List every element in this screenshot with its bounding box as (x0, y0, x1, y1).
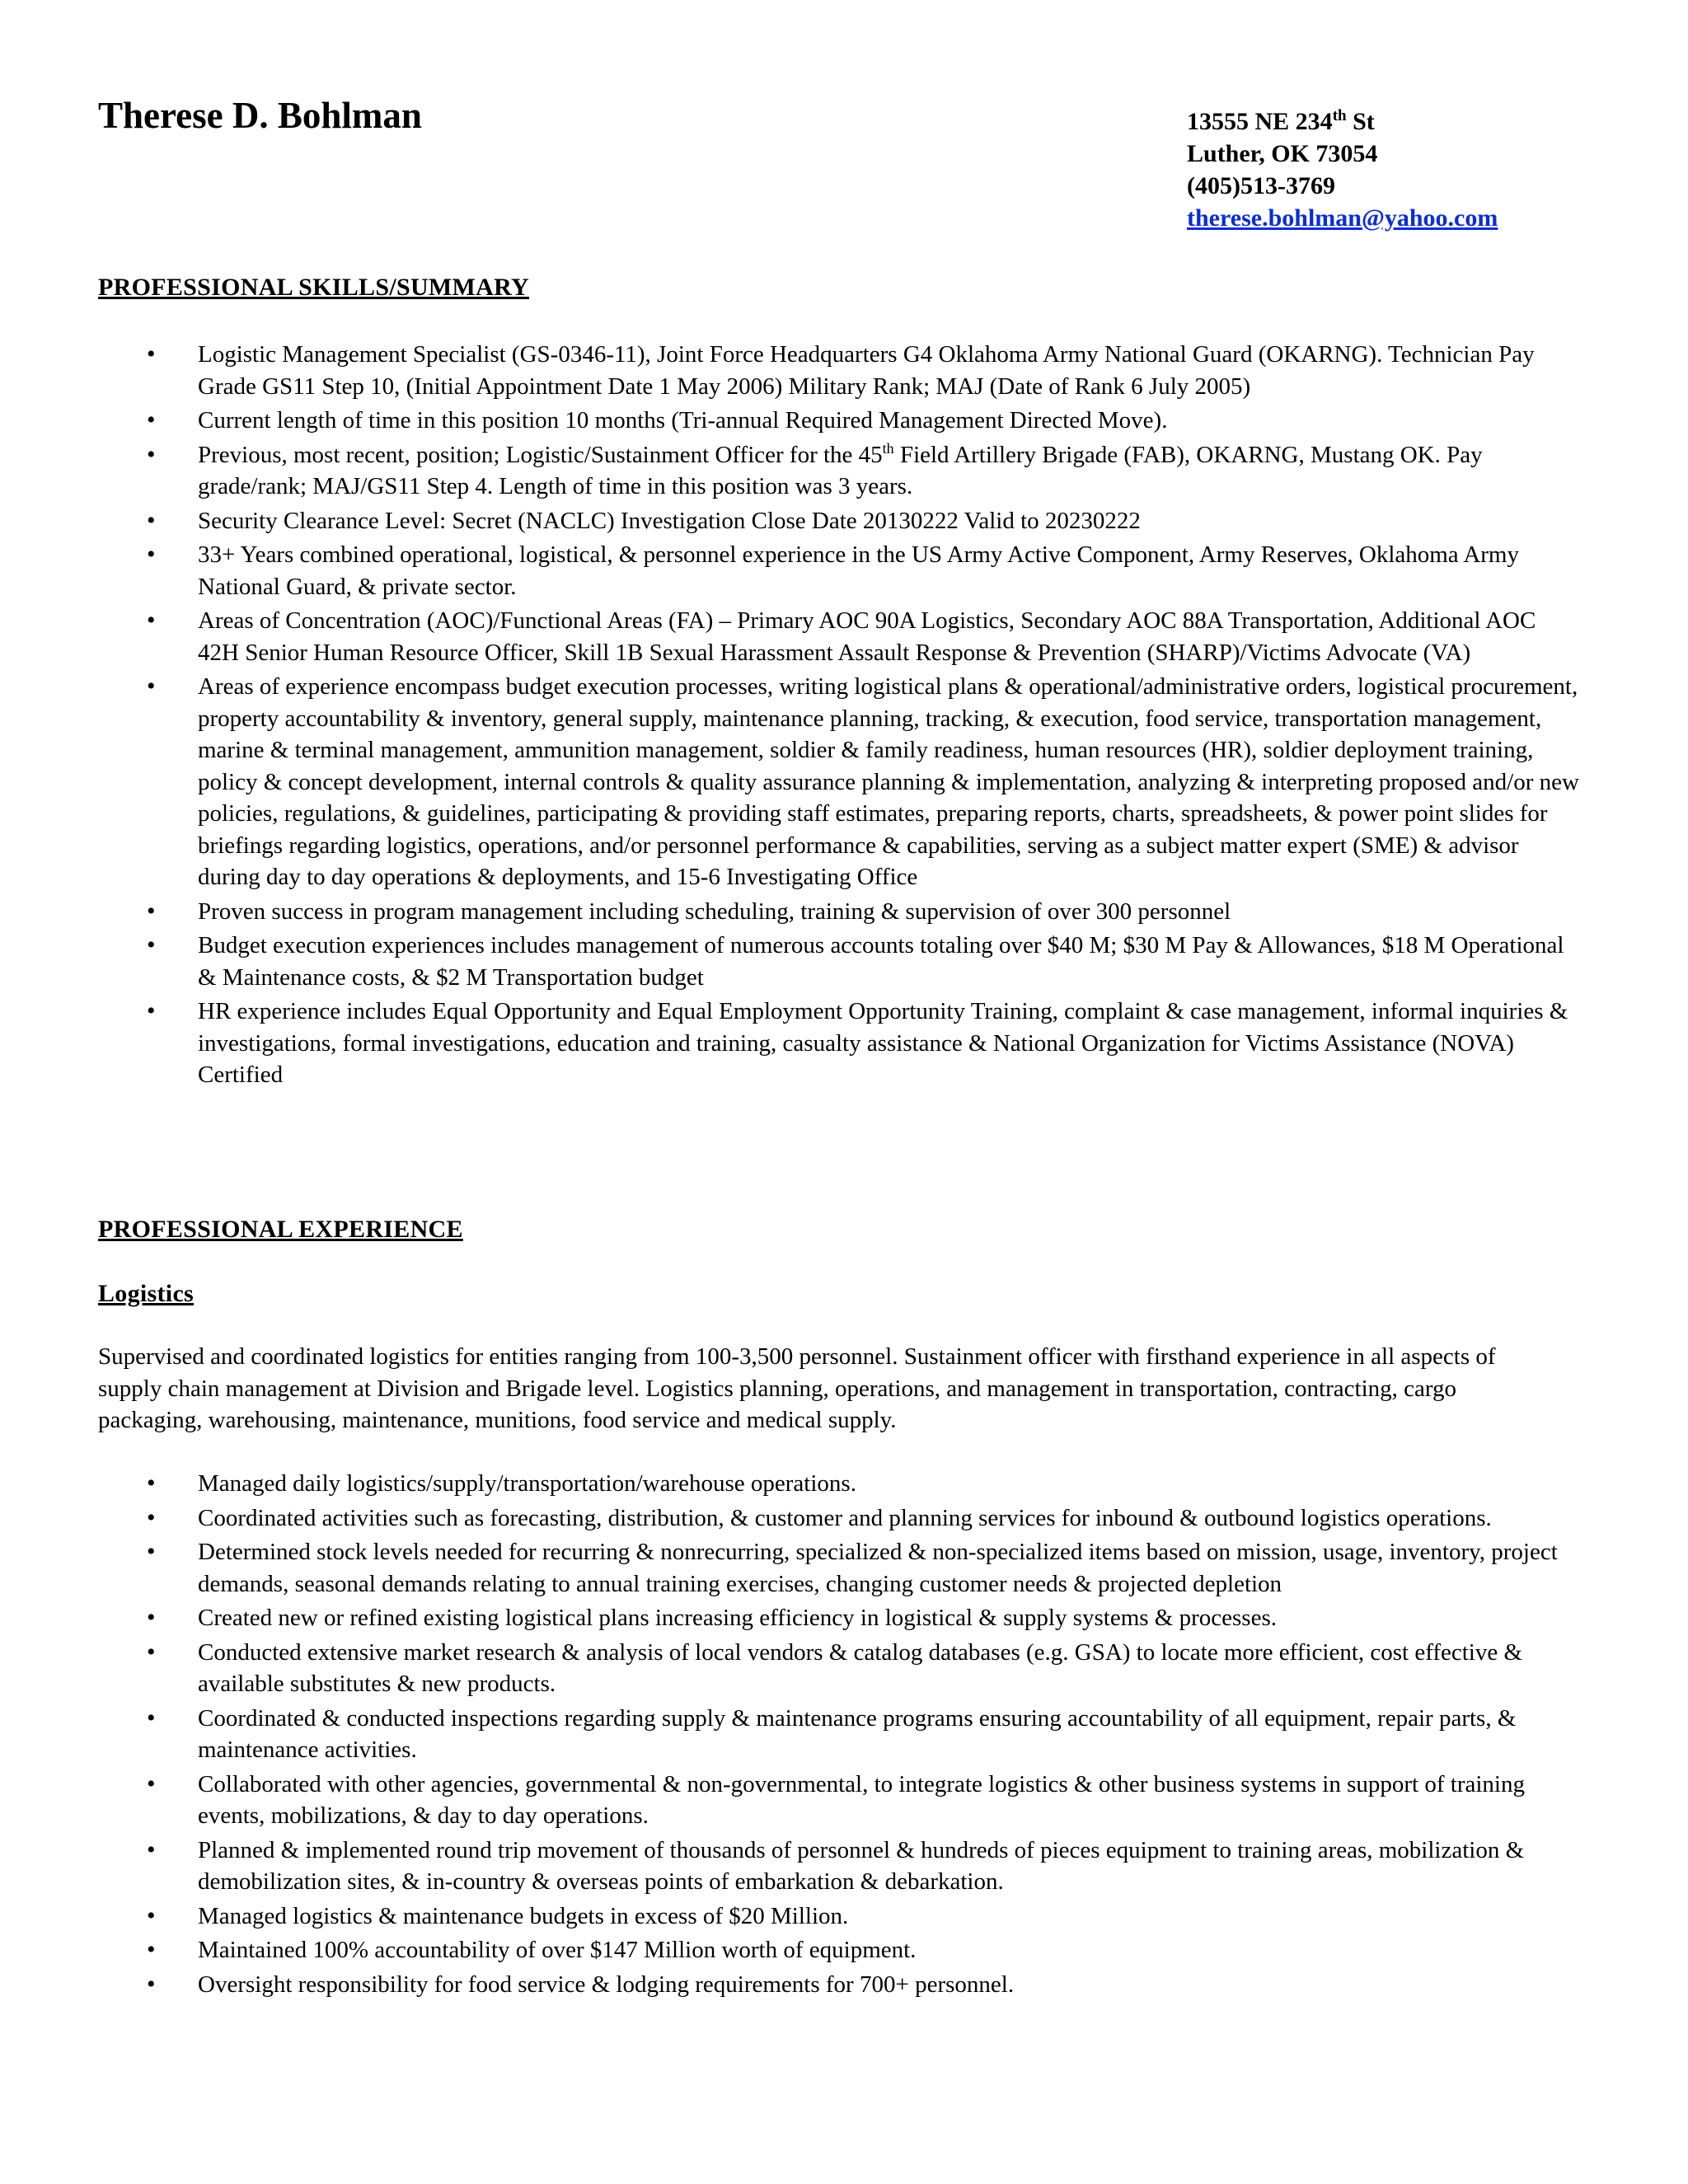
logistics-item: • Created new or refined existing logistical plans increasing efficiency in logistical & supply systems & processes. (0, 1602, 1582, 1634)
skills-heading: PROFESSIONAL SKILLS/SUMMARY (98, 274, 529, 301)
logistics-item: • Managed daily logistics/supply/transportation/warehouse operations. (0, 1468, 1582, 1500)
skill-item: • 33+ Years combined operational, logistical, & personnel experience in the US Army Active Component, Army Reserves, Oklahoma Army National Guard, & private sector. (0, 539, 1582, 602)
logistics-item: • Collaborated with other agencies, governmental & non-governmental, to integrate logistics & other business systems in support of training events, mobilizations, & day to day operations. (0, 1769, 1582, 1832)
skills-list (0, 339, 1688, 1094)
logistics-subheading: Logistics (98, 1280, 195, 1307)
logistics-list (0, 1468, 1688, 2003)
skill-item: • Areas of experience encompass budget execution processes, writing logistical plans & operational/administrative orders, logistical procurement, property accountability & inventory, general supply, maintenance planning, tracking, & execution, food service, transportation management, marine & terminal management, ammunition management, soldier & family readiness, human resources (HR), soldier deployment training, policy & concept development, internal controls & quality assurance planning & implementation, analyzing & interpreting proposed and/or new policies, regulations, & guidelines, participating & providing staff estimates, preparing reports, charts, spreadsheets, & power point slides for briefings regarding logistics, operations, and/or personnel performance & capabilities, serving as a subject matter expert (SME) & advisor during day to day operations & deployments, and 15-6 Investigating Office (0, 671, 1582, 893)
email-link[interactable]: therese.bohlman@yahoo.com (1187, 204, 1498, 232)
skill-item: • Areas of Concentration (AOC)/Functional Areas (FA) – Primary AOC 90A Logistics, Secondary AOC 88A Transportation, Additional AOC 42H Senior Human Resource Officer, Skill 1B Sexual Harassment Assault Response & Prevention (SHARP)/Victims Advocate (VA) (0, 605, 1582, 668)
contact-block (1187, 105, 1498, 234)
experience-heading: PROFESSIONAL EXPERIENCE (98, 1216, 463, 1243)
logistics-item: • Maintained 100% accountability of over $147 Million worth of equipment. (0, 1934, 1582, 1966)
logistics-item: • Planned & implemented round trip movement of thousands of personnel & hundreds of pieces equipment to training areas, mobilization & demobilization sites, & in-country & overseas points of embarkation & debarkation. (0, 1835, 1582, 1898)
address-line-2: Luther, OK 73054 (1187, 140, 1378, 167)
skill-item: • Budget execution experiences includes management of numerous accounts totaling over $40 M; $30 M Pay & Allowances, $18 M Operational & Maintenance costs, & $2 M Transportation budget (0, 930, 1582, 993)
skill-item: • Security Clearance Level: Secret (NACLC) Investigation Close Date 20130222 Valid to 20230222 (0, 505, 1582, 537)
logistics-item: • Coordinated & conducted inspections regarding supply & maintenance programs ensuring accountability of all equipment, repair parts, & maintenance activities. (0, 1703, 1582, 1766)
skill-item: • Proven success in program management including scheduling, training & supervision of over 300 personnel (0, 896, 1582, 928)
skill-item: • Logistic Management Specialist (GS-0346-11), Joint Force Headquarters G4 Oklahoma Army National Guard (OKARNG). Technician Pay Grade GS11 Step 10, (Initial Appointment Date 1 May 2006) Military Rank; MAJ (Date of Rank 6 July 2005) (0, 339, 1582, 402)
logistics-item: • Determined stock levels needed for recurring & nonrecurring, specialized & non-specialized items based on mission, usage, inventory, project demands, seasonal demands relating to annual training exercises, changing customer needs & projected depletion (0, 1536, 1582, 1600)
address-line-1: 13555 NE 234th St (1187, 107, 1375, 135)
skill-item: • HR experience includes Equal Opportunity and Equal Employment Opportunity Training, complaint & case management, informal inquiries & investigations, formal investigations, education and training, casualty assistance & National Organization for Victims Assistance (NOVA) Certified (0, 996, 1582, 1091)
logistics-item: • Oversight responsibility for food service & lodging requirements for 700+ personnel. (0, 1969, 1582, 2001)
logistics-item: • Managed logistics & maintenance budgets in excess of $20 Million. (0, 1900, 1582, 1933)
logistics-item: • Conducted extensive market research & analysis of local vendors & catalog databases (e.g. GSA) to locate more efficient, cost effective & available substitutes & new products. (0, 1637, 1582, 1700)
logistics-item: • Coordinated activities such as forecasting, distribution, & customer and planning services for inbound & outbound logistics operations. (0, 1502, 1582, 1535)
skill-item: • Previous, most recent, position; Logistic/Sustainment Officer for the 45th Field Artillery Brigade (FAB), OKARNG, Mustang OK. Pay grade/rank; MAJ/GS11 Step 4. Length of time in this position was 3 years. (0, 439, 1582, 503)
skill-item: • Current length of time in this position 10 months (Tri-annual Required Management Directed Move). (0, 405, 1582, 437)
resume-name: Therese D. Bohlman (98, 95, 422, 136)
phone-number: (405)513-3769 (1187, 172, 1335, 199)
logistics-summary: Supervised and coordinated logistics for entities ranging from 100-3,500 personnel. Sustainment officer with firsthand experience in all aspects of supply chain management at Division and Brigade level. Logistics planning, operations, and management in transportation, contracting, cargo packaging, warehousing, maintenance, munitions, food service and medical supply. (98, 1343, 1496, 1433)
